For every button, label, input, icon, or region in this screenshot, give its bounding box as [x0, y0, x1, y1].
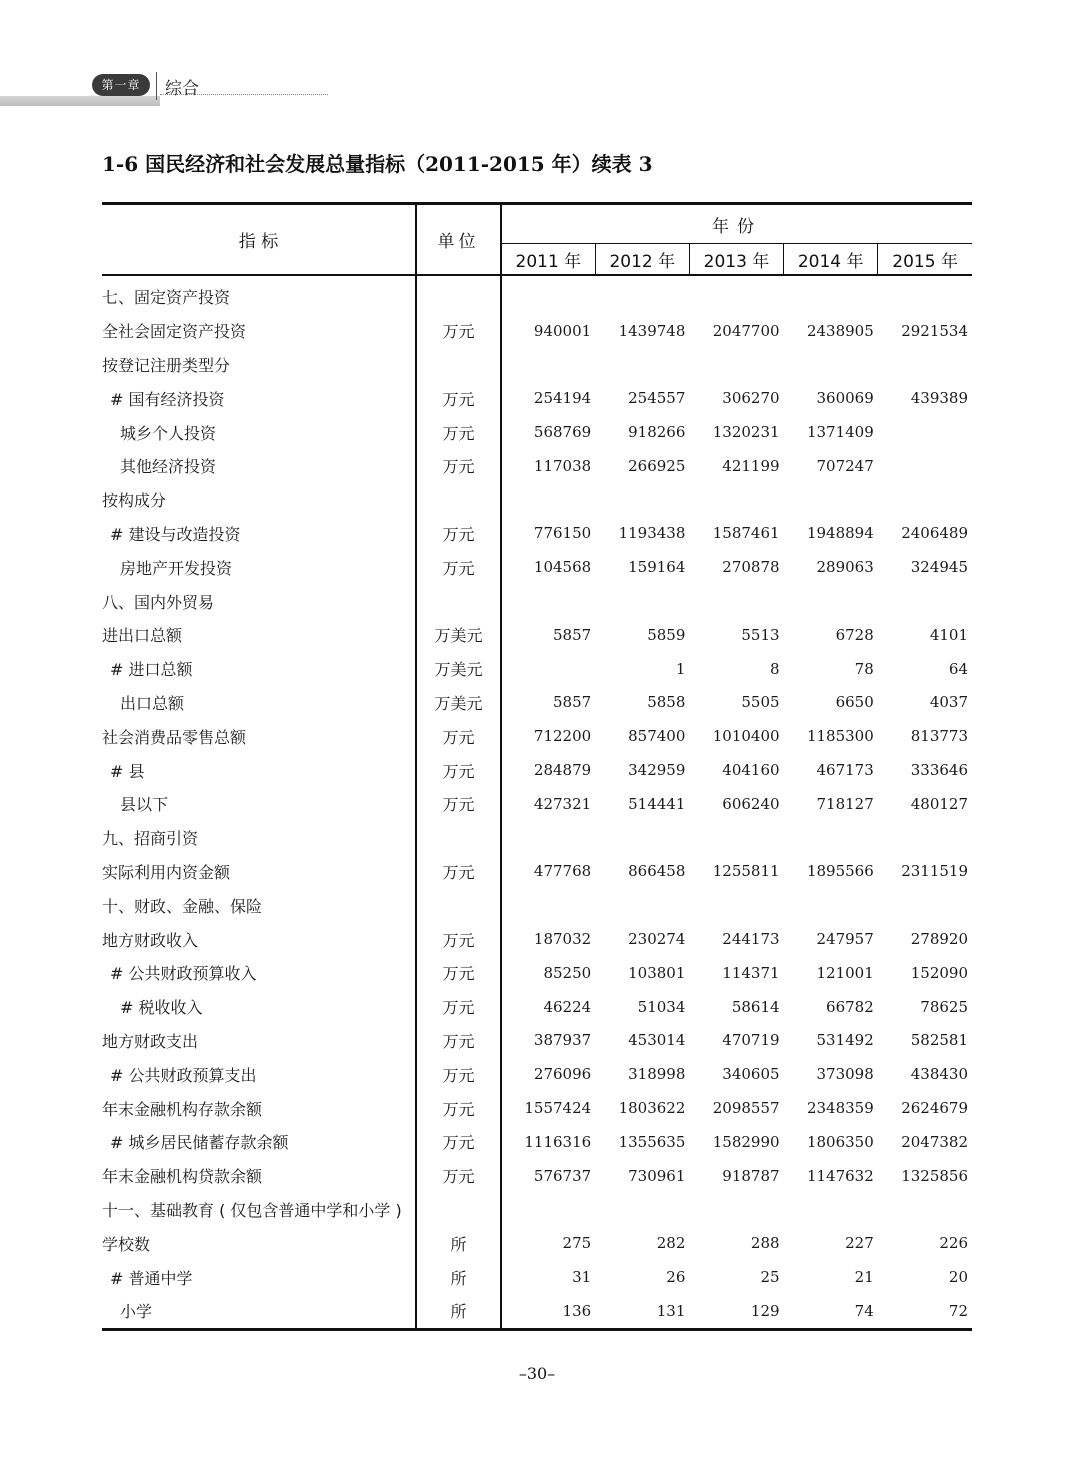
row-value: 776150 [533, 524, 592, 543]
row-unit: 万元 [416, 990, 501, 1024]
row-value [501, 821, 595, 855]
row-value: 730961 [628, 1166, 686, 1185]
table-row [102, 517, 972, 551]
statistics-table [102, 202, 972, 1331]
row-indicator: 社会消费品零售总额 [102, 719, 416, 753]
row-value: 2047382 [901, 1132, 968, 1151]
row-value [689, 1193, 783, 1227]
row-unit: 万元 [416, 1057, 501, 1091]
row-unit: 万美元 [416, 686, 501, 720]
row-value: 121001 [816, 963, 874, 982]
row-unit: 万元 [416, 517, 501, 551]
row-value [595, 1193, 689, 1227]
row-value: 1948894 [806, 524, 874, 543]
row-indicator: 按登记注册类型分 [102, 348, 416, 382]
row-indicator: 地方财政支出 [102, 1024, 416, 1058]
row-value: 4037 [929, 693, 968, 712]
row-value: 707247 [816, 456, 874, 475]
table-row [102, 855, 972, 889]
row-value: 2406489 [901, 524, 968, 543]
row-indicator: # 建设与改造投资 [102, 517, 416, 551]
row-value: 1147632 [806, 1166, 874, 1185]
row-unit: 万元 [416, 922, 501, 956]
row-value: 857400 [628, 727, 686, 746]
row-indicator: 房地产开发投资 [102, 550, 416, 584]
row-value: 514441 [628, 794, 686, 813]
chapter-header-bar [0, 96, 160, 106]
table-body [102, 275, 972, 1329]
row-value [784, 348, 878, 382]
table-row [102, 483, 972, 517]
row-value [501, 652, 595, 686]
table-row [102, 1159, 972, 1193]
row-value: 159164 [628, 558, 686, 577]
row-indicator: 实际利用内资金额 [102, 855, 416, 889]
table-row [102, 1091, 972, 1125]
table-row [102, 753, 972, 787]
row-value: 152090 [910, 963, 968, 982]
row-value: 2624679 [901, 1099, 968, 1118]
row-value [784, 821, 878, 855]
row-value: 114371 [722, 963, 780, 982]
row-value: 387937 [533, 1031, 592, 1050]
row-value: 1371409 [806, 423, 874, 442]
row-value: 568769 [533, 423, 592, 442]
table-row [102, 1193, 972, 1227]
row-value: 5858 [647, 693, 686, 712]
row-indicator: 按构成分 [102, 483, 416, 517]
row-value [878, 584, 972, 618]
row-value: 2311519 [901, 862, 968, 881]
row-unit: 所 [416, 1294, 501, 1329]
table-row [102, 348, 972, 382]
row-unit: 万元 [416, 550, 501, 584]
row-value: 26 [666, 1268, 686, 1286]
row-unit: 万美元 [416, 618, 501, 652]
row-value: 1116316 [524, 1132, 592, 1151]
row-value: 1320231 [712, 423, 780, 442]
row-value: 866458 [628, 862, 686, 881]
row-indicator: 地方财政收入 [102, 922, 416, 956]
row-indicator: 学校数 [102, 1226, 416, 1260]
row-value [595, 821, 689, 855]
row-value: 8 [770, 659, 780, 678]
row-value [501, 1193, 595, 1227]
row-value: 187032 [533, 930, 592, 949]
row-indicator: 进出口总额 [102, 618, 416, 652]
row-value: 276096 [533, 1065, 592, 1084]
column-header-year: 2012 年 [595, 244, 689, 276]
table-row [102, 652, 972, 686]
row-value: 531492 [816, 1031, 874, 1050]
row-value: 46224 [543, 997, 592, 1016]
row-unit [416, 483, 501, 517]
row-value: 289063 [816, 558, 874, 577]
row-value: 342959 [628, 761, 686, 780]
row-indicator: 九、招商引资 [102, 821, 416, 855]
row-indicator: # 公共财政预算支出 [102, 1057, 416, 1091]
table-row [102, 1057, 972, 1091]
row-unit: 所 [416, 1226, 501, 1260]
table-row [102, 1294, 972, 1329]
row-value: 606240 [722, 794, 780, 813]
row-indicator: # 县 [102, 753, 416, 787]
row-value: 324945 [910, 558, 968, 577]
table-row [102, 787, 972, 821]
row-value [501, 275, 595, 314]
row-value [784, 888, 878, 922]
table-row [102, 550, 972, 584]
row-value: 480127 [910, 794, 968, 813]
row-value [878, 483, 972, 517]
row-value: 2348359 [806, 1099, 874, 1118]
table-row [102, 1226, 972, 1260]
row-value: 282 [656, 1234, 686, 1253]
row-unit [416, 888, 501, 922]
row-indicator: # 进口总额 [102, 652, 416, 686]
row-value: 438430 [910, 1065, 968, 1084]
row-value: 4101 [929, 625, 968, 644]
page-number: –30– [518, 1364, 556, 1383]
row-value [595, 888, 689, 922]
row-value: 278920 [910, 930, 968, 949]
row-value: 254194 [533, 389, 592, 408]
table-row [102, 990, 972, 1024]
row-indicator: # 普通中学 [102, 1260, 416, 1294]
row-value: 582581 [910, 1031, 968, 1050]
row-value: 477768 [533, 862, 592, 881]
row-value [501, 584, 595, 618]
table-row [102, 719, 972, 753]
column-header-year-group: 年份 [501, 204, 972, 244]
row-indicator: 七、固定资产投资 [102, 275, 416, 314]
row-value [501, 483, 595, 517]
row-unit: 万元 [416, 1159, 501, 1193]
row-value: 318998 [628, 1065, 686, 1084]
chapter-title: 综合 [165, 79, 199, 99]
row-indicator: 十、财政、金融、保险 [102, 888, 416, 922]
row-value [878, 1193, 972, 1227]
row-unit: 万元 [416, 449, 501, 483]
table-row [102, 381, 972, 415]
row-unit [416, 584, 501, 618]
row-unit: 所 [416, 1260, 501, 1294]
row-value: 2047700 [712, 321, 780, 340]
row-value: 940001 [533, 321, 592, 340]
row-value: 1557424 [524, 1099, 592, 1118]
row-value: 576737 [533, 1166, 592, 1185]
row-unit: 万元 [416, 381, 501, 415]
row-value [689, 584, 783, 618]
row-value: 2438905 [806, 321, 874, 340]
row-value: 284879 [533, 761, 592, 780]
row-value: 247957 [816, 930, 874, 949]
row-value: 1439748 [618, 321, 686, 340]
table-row [102, 821, 972, 855]
row-value: 103801 [628, 963, 686, 982]
chapter-badge: 第一章 [92, 74, 150, 96]
row-value: 117038 [533, 456, 592, 475]
row-unit: 万元 [416, 855, 501, 889]
row-value [501, 348, 595, 382]
row-value: 85250 [543, 963, 592, 982]
row-value: 2921534 [901, 321, 968, 340]
table-row [102, 584, 972, 618]
table-row [102, 618, 972, 652]
table-row [102, 888, 972, 922]
row-value [595, 483, 689, 517]
row-value: 1325856 [901, 1166, 968, 1185]
row-value: 1193438 [618, 524, 686, 543]
row-value: 6728 [835, 625, 874, 644]
row-value: 5513 [741, 625, 780, 644]
column-header-year: 2013 年 [689, 244, 783, 276]
row-value: 31 [572, 1268, 592, 1286]
row-unit: 万美元 [416, 652, 501, 686]
row-unit: 万元 [416, 1125, 501, 1159]
row-value: 1010400 [712, 727, 780, 746]
row-indicator: # 城乡居民储蓄存款余额 [102, 1125, 416, 1159]
row-indicator: 年末金融机构贷款余额 [102, 1159, 416, 1193]
row-value: 340605 [722, 1065, 780, 1084]
row-value: 718127 [816, 794, 874, 813]
row-unit [416, 348, 501, 382]
row-value [689, 821, 783, 855]
row-value: 78625 [920, 997, 968, 1016]
row-value: 918787 [722, 1166, 780, 1185]
row-value [689, 888, 783, 922]
row-unit [416, 821, 501, 855]
row-value [595, 348, 689, 382]
row-unit: 万元 [416, 787, 501, 821]
row-value [784, 1193, 878, 1227]
row-value: 421199 [722, 456, 780, 475]
row-value: 453014 [628, 1031, 686, 1050]
row-unit: 万元 [416, 1091, 501, 1125]
row-value: 1803622 [618, 1099, 686, 1118]
table-row [102, 415, 972, 449]
row-value: 813773 [910, 727, 968, 746]
row-value: 21 [854, 1268, 874, 1286]
row-value: 244173 [722, 930, 780, 949]
row-value: 1587461 [712, 524, 780, 543]
row-value [689, 348, 783, 382]
table-row [102, 686, 972, 720]
row-value: 64 [948, 659, 968, 678]
row-value: 712200 [533, 727, 592, 746]
row-indicator: 十一、基础教育 ( 仅包含普通中学和小学 ) [102, 1193, 416, 1227]
row-value: 25 [760, 1268, 780, 1286]
row-value: 5857 [553, 625, 592, 644]
row-indicator: # 公共财政预算收入 [102, 956, 416, 990]
row-unit: 万元 [416, 956, 501, 990]
row-value: 5859 [647, 625, 686, 644]
row-value: 1895566 [806, 862, 874, 881]
row-value: 1806350 [806, 1132, 874, 1151]
table-row [102, 449, 972, 483]
row-value: 427321 [533, 794, 592, 813]
row-value [878, 415, 972, 449]
row-value [878, 888, 972, 922]
row-value [595, 275, 689, 314]
column-header-year: 2015 年 [878, 244, 972, 276]
row-value: 72 [948, 1301, 968, 1320]
row-indicator: 小学 [102, 1294, 416, 1329]
row-value: 918266 [628, 423, 686, 442]
row-indicator: 出口总额 [102, 686, 416, 720]
row-indicator: # 税收收入 [102, 990, 416, 1024]
row-value [501, 888, 595, 922]
row-value [595, 584, 689, 618]
table-row [102, 956, 972, 990]
row-unit [416, 1193, 501, 1227]
column-header-year: 2014 年 [784, 244, 878, 276]
row-value: 66782 [826, 997, 874, 1016]
table-title: 1-6 国民经济和社会发展总量指标（2011-2015 年）续表 3 [102, 152, 653, 176]
table-row [102, 275, 972, 314]
table-row [102, 1260, 972, 1294]
row-value: 131 [656, 1301, 686, 1320]
row-value: 227 [845, 1234, 874, 1253]
row-value [689, 483, 783, 517]
row-indicator: 全社会固定资产投资 [102, 314, 416, 348]
row-value: 78 [854, 659, 874, 678]
row-indicator: 八、国内外贸易 [102, 584, 416, 618]
row-unit: 万元 [416, 719, 501, 753]
table-row [102, 314, 972, 348]
row-value: 275 [562, 1234, 592, 1253]
row-value: 404160 [722, 761, 780, 780]
row-value: 104568 [533, 558, 592, 577]
row-value: 74 [854, 1301, 874, 1320]
row-value [878, 821, 972, 855]
row-value: 20 [948, 1268, 968, 1286]
row-indicator: 县以下 [102, 787, 416, 821]
row-value: 1355635 [618, 1132, 686, 1151]
row-value: 360069 [816, 389, 874, 408]
row-value: 2098557 [712, 1099, 780, 1118]
row-value [784, 275, 878, 314]
column-header-unit: 单位 [416, 204, 501, 276]
table-row [102, 922, 972, 956]
row-value: 5505 [741, 693, 780, 712]
row-unit: 万元 [416, 314, 501, 348]
column-header-indicator: 指 标 [102, 204, 416, 276]
row-value: 6650 [835, 693, 874, 712]
row-value: 1255811 [712, 862, 780, 881]
row-value: 5857 [553, 693, 592, 712]
row-value [878, 275, 972, 314]
row-value: 254557 [628, 389, 686, 408]
row-value [878, 348, 972, 382]
row-value: 51034 [637, 997, 686, 1016]
row-value: 1582990 [712, 1132, 780, 1151]
row-indicator: 年末金融机构存款余额 [102, 1091, 416, 1125]
row-value: 1185300 [806, 727, 874, 746]
chapter-separator [156, 72, 157, 100]
row-value: 288 [750, 1234, 780, 1253]
row-value: 270878 [722, 558, 780, 577]
column-header-year: 2011 年 [501, 244, 595, 276]
row-value [784, 584, 878, 618]
row-value: 306270 [722, 389, 780, 408]
row-value: 1 [675, 659, 686, 678]
row-indicator: 城乡个人投资 [102, 415, 416, 449]
row-value [689, 275, 783, 314]
row-value: 266925 [628, 456, 686, 475]
row-value: 226 [939, 1234, 968, 1253]
row-value: 129 [750, 1301, 780, 1320]
row-value: 136 [562, 1301, 592, 1320]
row-unit: 万元 [416, 753, 501, 787]
table-row [102, 1024, 972, 1058]
row-value [878, 449, 972, 483]
row-indicator: 其他经济投资 [102, 449, 416, 483]
row-unit: 万元 [416, 415, 501, 449]
table-row [102, 1125, 972, 1159]
row-value: 373098 [816, 1065, 874, 1084]
row-indicator: # 国有经济投资 [102, 381, 416, 415]
row-unit [416, 275, 501, 314]
row-unit: 万元 [416, 1024, 501, 1058]
row-value: 230274 [628, 930, 686, 949]
row-value: 58614 [731, 997, 780, 1016]
row-value [784, 483, 878, 517]
row-value: 333646 [910, 761, 968, 780]
row-value: 439389 [910, 389, 968, 408]
row-value: 467173 [816, 761, 874, 780]
row-value: 470719 [722, 1031, 780, 1050]
